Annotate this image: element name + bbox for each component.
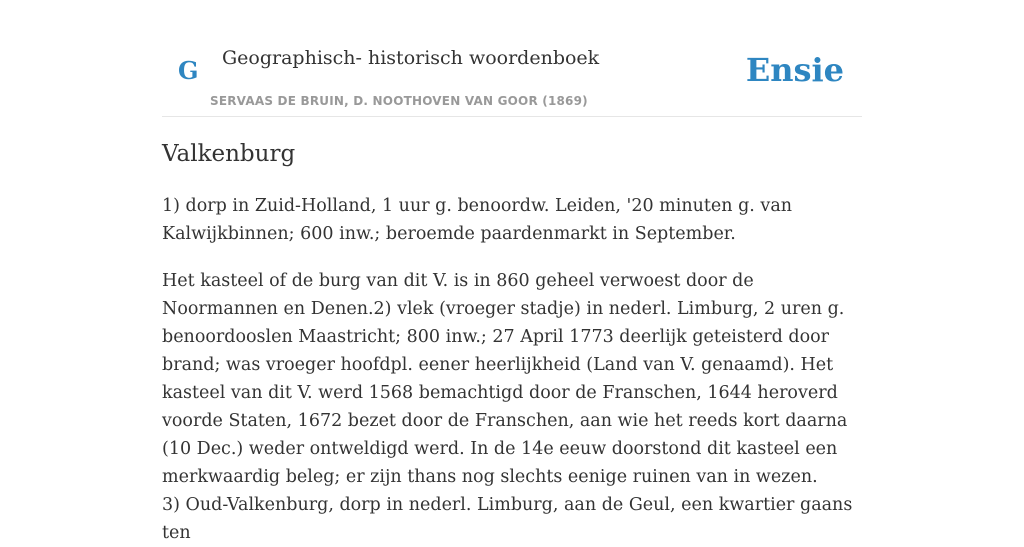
article bbox=[162, 138, 862, 547]
book-author: SERVAAS DE BRUIN, D. NOOTHOVEN VAN GOOR (1869) bbox=[210, 94, 588, 108]
entry-title: Valkenburg bbox=[162, 141, 296, 167]
article-paragraph: Het kasteel of de burg van dit V. is in 860 geheel verwoest door de Noormannen en Denen.2) vlek (vroeger stadje) in nederl. Limburg, 2 uren g. benoordooslen Maastricht; 800 inw.; 27 April 1773 deerlijk geteisterd door brand; was vroeger hoofdpl. eener heerlijkheid (Land van V. genaamd). Het kasteel van dit V. werd 1568 bemachtigd door de Franschen, 1644 heroverd voorde Staten, 1672 bezet door de Franschen, aan wie het reeds kort daarna (10 Dec.) weder ontweldigd werd. In de 14e eeuw doorstond dit kasteel een merkwaardig beleg; er zijn thans nog slechts eenige ruinen van in wezen. bbox=[162, 271, 848, 487]
article-paragraph: 3) Oud-Valkenburg, dorp in nederl. Limburg, aan de Geul, een kwartier gaans ten bbox=[162, 495, 853, 543]
article-paragraph: 1) dorp in Zuid-Holland, 1 uur g. benoordw. Leiden, '20 minuten g. van Kalwijkbinnen; 600 inw.; beroemde paardenmarkt in September. bbox=[162, 196, 793, 244]
book-header bbox=[162, 0, 862, 117]
ensie-logo[interactable]: Ensie bbox=[745, 51, 844, 89]
book-badge[interactable]: G bbox=[178, 56, 199, 85]
book-title[interactable]: Geographisch- historisch woordenboek bbox=[222, 47, 600, 69]
